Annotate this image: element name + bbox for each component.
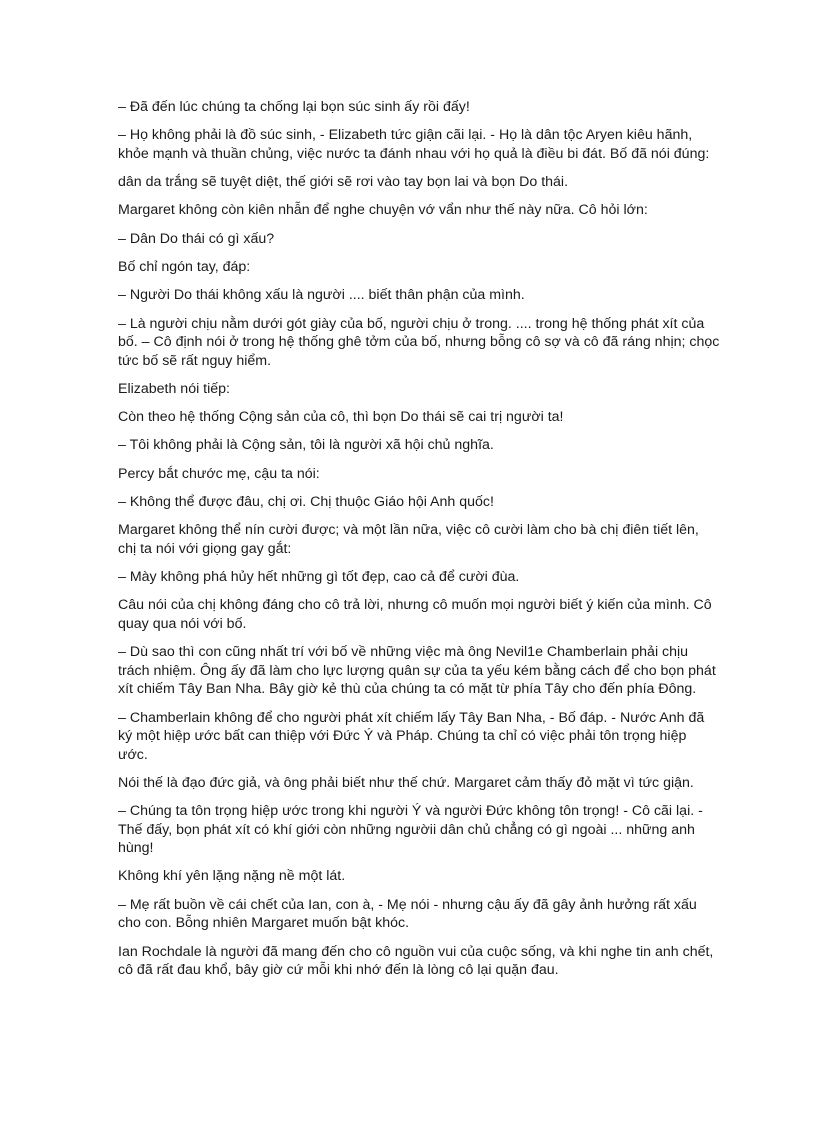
paragraph: – Là người chịu nằm dưới gót giày của bố, người chịu ở trong. .... trong hệ thống phát xít của bố. – Cô định nói ở trong hệ thống ghê tởm của bố, nhưng bỗng cô sợ và cô đã ráng nhịn; chọc tức bố sẽ rất nguy hiểm.: [118, 315, 720, 369]
paragraph: – Dân Do thái có gì xấu?: [118, 230, 275, 247]
paragraph: – Chamberlain không để cho người phát xít chiếm lấy Tây Ban Nha, - Bố đáp. - Nước Anh đã ký một hiệp ước bất can thiệp với Đức Ý và Pháp. Chúng ta chỉ có việc phải tôn trọng hiệp ước.: [118, 709, 705, 763]
paragraph: Percy bắt chước mẹ, cậu ta nói:: [118, 465, 320, 482]
paragraph: Margaret không còn kiên nhẫn để nghe chuyện vớ vẩn như thế này nữa. Cô hỏi lớn:: [118, 202, 648, 219]
document-page: [118, 98, 720, 989]
paragraph: Bố chỉ ngón tay, đáp:: [118, 258, 251, 275]
paragraph: Câu nói của chị không đáng cho cô trả lời, nhưng cô muốn mọi người biết ý kiến của mình. Cô quay qua nói với bố.: [118, 597, 712, 632]
paragraph: Margaret không thể nín cười được; và một lần nữa, việc cô cười làm cho bà chị điên tiết lên, chị ta nói với giọng gay gắt:: [118, 522, 699, 557]
paragraph: Elizabeth nói tiếp:: [118, 380, 230, 397]
paragraph: – Tôi không phải là Cộng sản, tôi là người xã hội chủ nghĩa.: [118, 437, 494, 454]
paragraph: – Mày không phá hủy hết những gì tốt đẹp, cao cả để cười đùa.: [118, 569, 520, 586]
paragraph: Ian Rochdale là người đã mang đến cho cô nguồn vui của cuộc sống, và khi nghe tin anh chết, cô đã rất đau khổ, bây giờ cứ mỗi khi nhớ đến là lòng cô lại quặn đau.: [118, 943, 714, 979]
paragraph: – Đã đến lúc chúng ta chống lại bọn súc sinh ấy rồi đấy!: [118, 99, 470, 115]
paragraph: Còn theo hệ thống Cộng sản của cô, thì bọn Do thái sẽ cai trị người ta!: [118, 409, 564, 426]
paragraph: Không khí yên lặng nặng nề một lát.: [118, 868, 346, 885]
paragraph: – Dù sao thì con cũng nhất trí với bố về những việc mà ông Nevil1e Chamberlain phải chịu trách nhiệm. Ông ấy đã làm cho lực lượng quân sự của ta yếu kém bằng cách để cho bọn phát xít chiếm Tây Ban Nha. Bây giờ kẻ thù của chúng ta có mặt từ phía Tây cho đến phía Đông.: [118, 644, 716, 698]
paragraph: dân da trắng sẽ tuyệt diệt, thế giới sẽ rơi vào tay bọn lai và bọn Do thái.: [118, 174, 569, 191]
paragraph: Nói thế là đạo đức giả, và ông phải biết như thế chứ. Margaret cảm thấy đỏ mặt vì tức giận.: [118, 774, 694, 791]
paragraph: – Mẹ rất buồn về cái chết của Ian, con à, - Mẹ nói - nhưng cậu ấy đã gây ảnh hưởng rất xấu cho con. Bỗng nhiên Margaret muốn bật khóc.: [118, 896, 697, 932]
paragraph: – Người Do thái không xấu là người .... biết thân phận của mình.: [118, 287, 525, 304]
paragraph: – Chúng ta tôn trọng hiệp ước trong khi người Ý và người Đức không tôn trọng! - Cô cãi lại. - Thế đấy, bọn phát xít có khí giới còn những ngườii dân chủ chẳng có gì ngoài ... những anh hùng!: [118, 803, 703, 857]
paragraph: – Không thể được đâu, chị ơi. Chị thuộc Giáo hội Anh quốc!: [118, 494, 494, 511]
paragraph: – Họ không phải là đồ súc sinh, - Elizabeth tức giận cãi lại. - Họ là dân tộc Aryen kiêu hãnh, khỏe mạnh và thuần chủng, việc nước ta đánh nhau với họ quả là điều bi đát. Bố đã nói đúng:: [118, 127, 710, 162]
